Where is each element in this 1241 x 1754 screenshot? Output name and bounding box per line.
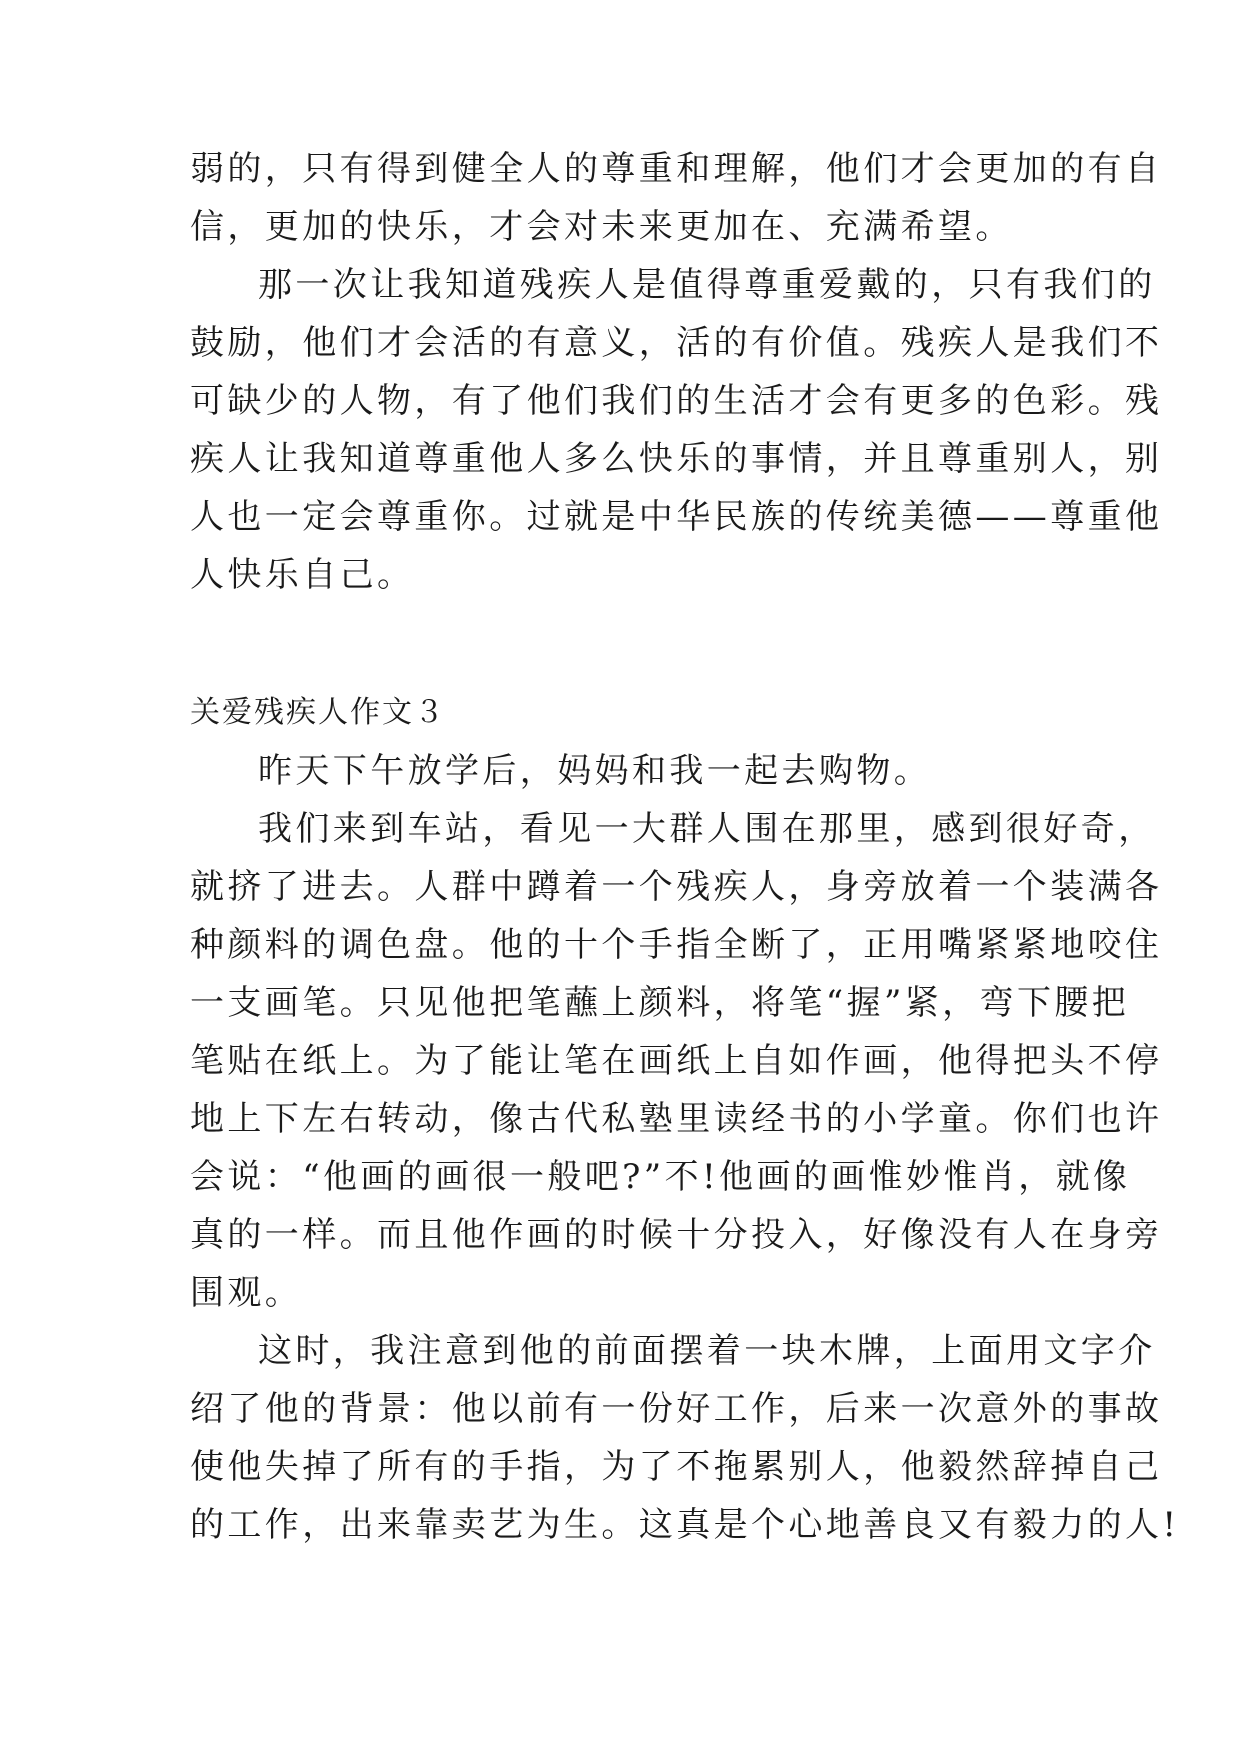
paragraph-line: 我们来到车站，看见一大群人围在那里，感到很好奇， [258, 809, 1156, 849]
text-block-top [190, 140, 1163, 604]
paragraph-line: 一支画笔。只见他把笔蘸上颜料，将笔“握”紧，弯下腰把 [190, 983, 1130, 1023]
paragraph-line: 这时，我注意到他的前面摆着一块木牌，上面用文字介 [258, 1331, 1156, 1371]
paragraph-line: 真的一样。而且他作画的时候十分投入，好像没有人在身旁 [190, 1215, 1163, 1255]
paragraph-line: 昨天下午放学后，妈妈和我一起去购物。 [258, 751, 932, 791]
paragraph-line: 的工作，出来靠卖艺为生。这真是个心地善良又有毅力的人! [190, 1505, 1180, 1545]
paragraph-line: 弱的，只有得到健全人的尊重和理解，他们才会更加的有自 [190, 149, 1163, 189]
paragraph-line: 信，更加的快乐，才会对未来更加在、充满希望。 [190, 207, 1013, 247]
paragraph-line: 鼓励，他们才会活的有意义，活的有价值。残疾人是我们不 [190, 323, 1163, 363]
paragraph-line: 绍了他的背景：他以前有一份好工作，后来一次意外的事故 [190, 1389, 1163, 1429]
paragraph-line: 可缺少的人物，有了他们我们的生活才会有更多的色彩。残 [190, 381, 1163, 421]
text-block-bottom [190, 742, 1180, 1554]
paragraph-line: 种颜料的调色盘。他的十个手指全断了，正用嘴紧紧地咬住 [190, 925, 1163, 965]
paragraph-line: 使他失掉了所有的手指，为了不拖累别人，他毅然辞掉自己 [190, 1447, 1163, 1487]
section-title: 关爱残疾人作文３ [190, 695, 446, 730]
paragraph-line: 就挤了进去。人群中蹲着一个残疾人，身旁放着一个装满各 [190, 867, 1163, 907]
paragraph-line: 疾人让我知道尊重他人多么快乐的事情，并且尊重别人，别 [190, 439, 1163, 479]
paragraph-line: 人也一定会尊重你。过就是中华民族的传统美德——尊重他 [190, 497, 1163, 537]
paragraph-line: 围观。 [190, 1273, 303, 1313]
paragraph-line: 那一次让我知道残疾人是值得尊重爱戴的，只有我们的 [258, 265, 1156, 305]
paragraph-line: 会说：“他画的画很一般吧?”不!他画的画惟妙惟肖，就像 [190, 1157, 1131, 1197]
paragraph-line: 地上下左右转动，像古代私塾里读经书的小学童。你们也许 [190, 1099, 1163, 1139]
paragraph-line: 人快乐自己。 [190, 555, 415, 595]
section-heading-block [190, 684, 1060, 742]
paragraph-line: 笔贴在纸上。为了能让笔在画纸上自如作画，他得把头不停 [190, 1041, 1163, 1081]
